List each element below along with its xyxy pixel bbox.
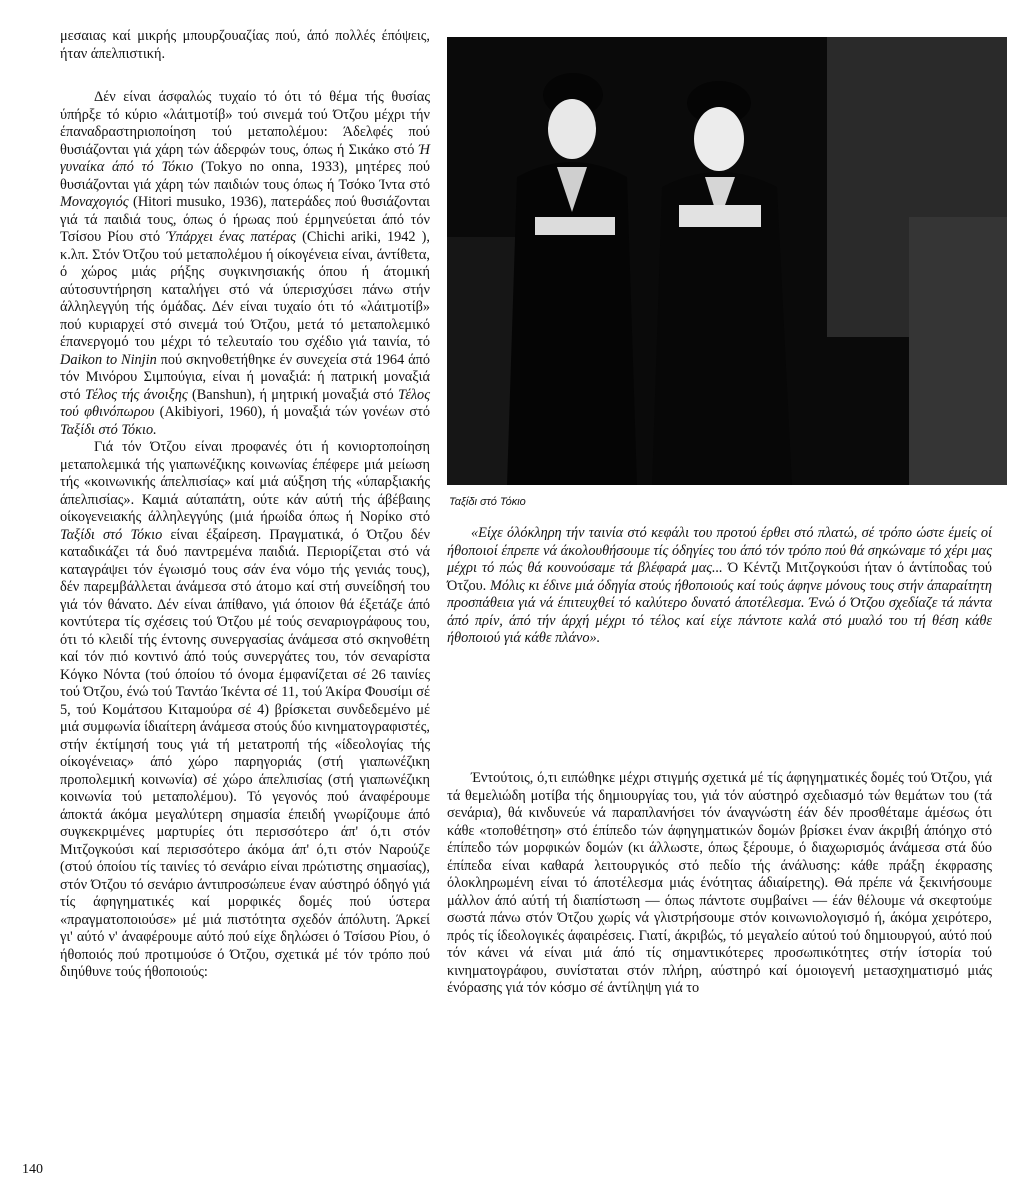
photo-two-women-in-kimono-icon (447, 37, 1007, 485)
left-text-column (60, 28, 430, 982)
paragraph: μεσαιας καί μικρής μπουρζουαζίας πού, άπό πολλές έπόψεις, ήταν άπελπιστική. (60, 28, 430, 62)
paragraph: Έντούτοις, ό,τι ειπώθηκε μέχρι στιγμής σχετικά μέ τίς άφηγηματικές δομές τού Ότζου, γιά τά θεμελιώδη μοτίβα τής δημιουργίας του, γιά τόν αύστηρό σχεδιασμό τών θεμάτων του (τά σενάρια), θά κινδυνεύε νά παραπλανήσει τόν άναγνώστη έάν δέν προσθέταμε άμέσως ότι κάθε «τοποθέτηση» στό έπίπεδο τών άφηγηματικών δομών βρίσκει έναν άκριβή άπόηχο στό έπίπεδο τών μορφικών δομών (κι άλλωστε, όπως ξέρουμε, ό διαχωρισμός άνάμεσα στά δύο έπίπεδα είναι καθαρά λειτουργικός στό πεδίο τής άνάλυσης: κάθε πράξη έκφρασης όλοκληρωμένη είναι τό άποτέλεσμα μιάς ένότητας άδιαίρετης). Θά πρέπε νά ξεκινήσουμε μάλλον άπό αύτή τή διαπίστωση — όπως πάντοτε συμβαίνει — έάν θέλουμε νά σκεφτούμε σωστά πάνω στόν Ότζου χωρίς νά γλιστρήσουμε στόν κοινωνιολογισμό ή, άκόμα χειρότερο, πρός τίς ίδεολογικές άφαιρέσεις. Γιατί, άκριβώς, τό μεγαλείο αύτού τού δημιουργού, αύτό πού τόν κάνει νά είναι μιά άπό τίς σημαντικότερες προσωπικότητες στήν ίστορία τού κινηματογράφου, συνίσταται στόν πλήρη, αύστηρό καί όμοιογενή μετασχηματισμό μιάς ένόρασης γιά τόν κόσμο σέ άντίληψη γιά το (447, 770, 992, 996)
photo-caption: Ταξίδι στό Τόκιο (449, 496, 526, 508)
quotation: «Είχε όλόκληρη τήν ταινία στό κεφάλι του προτού έρθει στό πλατώ, σέ τρόπο ώστε έμείς οί ήθοποιοί έπρεπε νά άκολουθήσουμε τίς όδηγίες του άπό τόν τρόπο πού θά σηκώναμε τό χέρι μας μέχρι τό πώς θά κουνούσαμε τά βλέφαρά μας... Ό Κέντζι Μιτζογκούσι ήταν ό άντίποδας τού Ότζου. Μόλις κι έδινε μιά όδηγία στούς ήθοποιούς καί τούς άφηνε μόνους τους στήν άπαραίτητη προσπάθεια γιά νά έπιτευχθεί τό καλύτερο δυνατό άποτέλεσμα. Ένώ ό Ότζου σχεδίαζε τά πάντα άπό πρίν, άπό τήν άρχή μέχρι τό τέλος καί είχε πάντοτε καλά στό μυαλό του τή θέση κάθε ήθοποιού γιά κάθε πλάνο». (447, 525, 992, 646)
paragraph: Δέν είναι άσφαλώς τυχαίο τό ότι τό θέμα τής θυσίας ύπήρξε τό κύριο «λάιτμοτίβ» τού σινεμά τού Ότζου μέχρι τήν έπαναδραστηριοποίηση τού μεταπολέμου: Άδελφές πού θυσιάζονται γιά χάρη τών άδερφών τους, όπως ή Σικάκο στό Ή γυναίκα άπό τό Τόκιο (Tokyo no onna, 1933), μητέρες πού θυσιάζονται γιά χάρη τών παιδιών τους όπως ή Τσόκο Ίντα στό Μοναχογιός (Hitori musuko, 1936), πατεράδες πού θυσιάζονται γιά τά παιδιά τους, όπως ό ήρωας πού έρμηνεύεται άπό τόν Τσίσου Ρίου στό Ύπάρχει ένας πατέρας (Chichi ariki, 1942 ), κ.λπ. Στόν Ότζου τού μεταπολέμου ή οίκογένεια είναι, άντίθετα, ό χώρος μιάς ρήξης συγκινησιακής όπου ή άτομική αύτοσυντήρηση καταλήγει στό νά ύπερισχύσει πάνω στήν άλληλεγγύη τής όμάδας. Δέν είναι τυχαίο ότι τό «λάιτμοτίβ» πού κυριαρχεί στό σινεμά τού Ότζου, μετά τό μεταπολεμικό έπανεργομό του μέχρι τό τελευταίο του σχέδιο γιά ταινία, τό Daikon to Ninjin πού σκηνοθετήθηκε έν συνεχεία στά 1964 άπό τόν Μινόρου Σιμπούγια, είναι ή μοναξιά: ή πατρική μοναξιά στό Τέλος τής άνοιξης (Banshun), ή μητρική μοναξιά στό Τέλος τού φθινόπωρου (Akibiyori, 1960), ή μοναξιά τών γονέων στό Ταξίδι στό Τόκιο. (60, 89, 431, 438)
film-still-photo (447, 37, 1007, 485)
page-number: 140 (22, 1162, 43, 1177)
paragraph: Γιά τόν Ότζου είναι προφανές ότι ή κονιορτοποίηση μεταπολεμικά τής γιαπωνέζικης κοινωνίας έπέφερε μιά μείωση τής «κοινωνικής άπελπισίας» καί μιά αύξηση τής «ύπαρξιακής άπελπισίας». Καμιά αύταπάτη, ούτε κάν αύτή τής άβέβαιης οίκογενειακής άλληλεγγύης (μιά ήρωίδα όπως ή Νορίκο στό Ταξίδι στό Τόκιο είναι έξαίρεση. Πραγματικά, ό Ότζου δέν καταδικάζει τά δυό παντρεμένα παιδιά. Περιορίζεται στό νά καταγράψει τόν έγωισμό τους σάν ένα νόμο τής γενιάς τους), δέν παρεμβάλλεται άνάμεσα στό άτομο καί στή συνείδησή του γιά τόν θάνατο. Δέν είναι άπίθανο, γιά όποιον θά έξετάζε άπό κοντύτερα τίς σχέσεις τού Ότζου μέ τούς σεναριογράφους του, ότι τό κλειδί τής έντονης συνεργασίας άνάμεσα στό σκηνοθέτη καί τόν πιό κοντινό άπό τούς συνεργάτες του, τόν σεναρίστα Κόγκο Νόντα (τού όποίου τό όνομα έμφανίζεται σέ 26 ταινίες τού Ότζου, ένώ τού Ταντάο Ίκέντα σέ 11, τού Άκίρα Φουσίμι σέ 5, τού Κομάτσου Κιταμούρα σέ 4) βρίσκεται συνδεδεμένο μέ μιά συμφωνία ίδιαίτερη άνάμεσα στούς δύο κινηματογραφιστές, στήν έκτίμησή τους γιά τή μετατροπή τής «ίδεολογίας τής οίκογένειας» άπό χώρο παρηγοριάς (στή γιαπωνέζικη προπολεμική κοινωνία) σέ χώρο άπελπισίας (στή γιαπωνέζικη κοινωνία τού μεταπολέμου). Τό γεγονός πού άναφέρουμε άποκτά άκόμα μεγαλύτερη σημασία έπειδή γνωρίζουμε άπό συγκεκριμένες μαρτυρίες ότι περισσότερο άπ' ό,τι στόν Μιτζογκούσι καί περισσότερο άκόμα άπ' ό,τι στόν Ναρούζε (στού όποίου τίς ταινίες τό σενάριο είναι πρώτιστης σημασίας), στόν Ότζου τό σενάριο άντιπροσώπευε έναν αύστηρό όδηγό γιά τίς άφηγηματικές καί μορφικές δομές πού ύστερα «πραγματοποιούσε» μέ μιά πιστότητα σχεδόν άπόλυτη. Άρκεί γι' αύτό ν' άναφέρουμε αύτό πού είχε δηλώσει ό Τσίσου Ρίου, ό ήθοποιός πού προτιμούσε ό Ότζου, σχετικά μέ τόν τρόπο πού διηύθυνε τούς ήθοποιούς: (60, 439, 430, 980)
